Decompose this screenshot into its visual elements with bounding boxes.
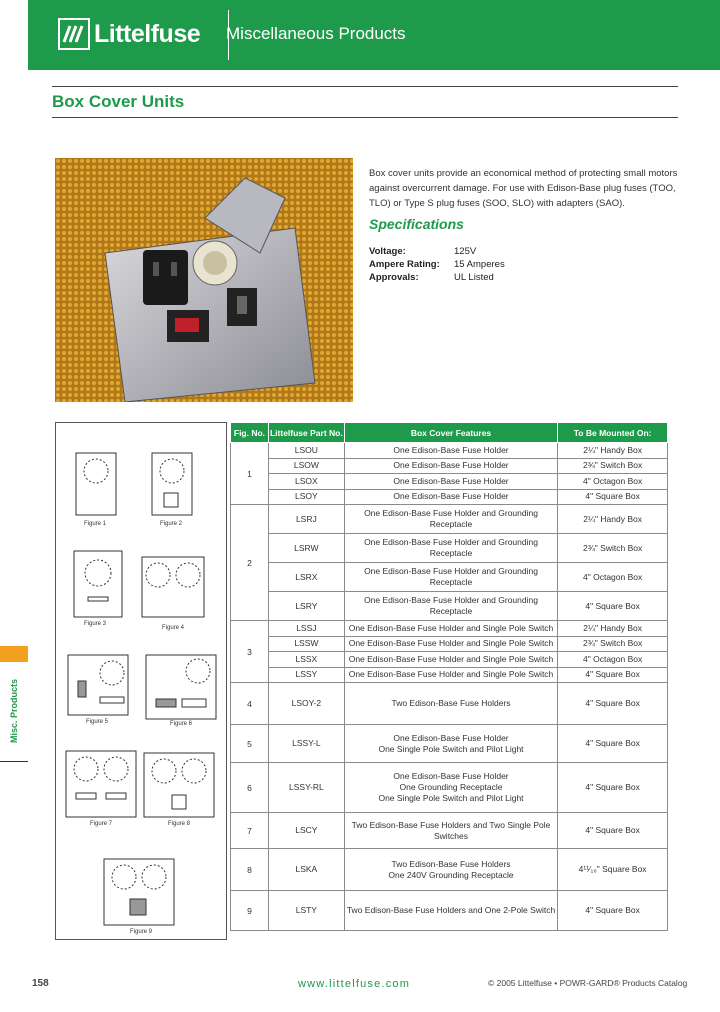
section-top-rule [52, 86, 678, 87]
table-row [231, 458, 668, 474]
cell-feature: One Edison-Base Fuse Holder and Grounding Receptacle [344, 505, 557, 534]
cell-mount: 2¾" Switch Box [558, 534, 668, 563]
cell-fig: 4 [231, 683, 269, 725]
cell-part: LSSY-RL [268, 763, 344, 813]
product-photo [55, 158, 353, 402]
cell-feature: One Edison-Base Fuse Holder [344, 474, 557, 490]
cell-fig: 8 [231, 849, 269, 891]
section-bottom-rule [52, 117, 678, 118]
figures-panel [55, 422, 227, 940]
table-row [231, 636, 668, 652]
table-row [231, 891, 668, 931]
cell-feature: One Edison-Base Fuse Holder and Single Pole Switch [344, 636, 557, 652]
side-tab [0, 646, 28, 762]
cell-fig: 5 [231, 725, 269, 763]
table-row [231, 652, 668, 668]
table-row [231, 592, 668, 621]
cell-mount: 4" Square Box [558, 683, 668, 725]
cell-feature: One Edison-Base Fuse Holder and Single Pole Switch [344, 667, 557, 683]
cell-mount: 4" Square Box [558, 667, 668, 683]
specs-list [369, 245, 505, 284]
spec-value: 15 Amperes [454, 259, 505, 270]
figure-label: Figure 2 [160, 521, 183, 527]
cell-mount: 2¼" Handy Box [558, 621, 668, 637]
cell-mount: 4" Square Box [558, 592, 668, 621]
table-row [231, 849, 668, 891]
cell-mount: 4" Octagon Box [558, 652, 668, 668]
table-row [231, 725, 668, 763]
cell-part: LSOY-2 [268, 683, 344, 725]
col-header-part: Littelfuse Part No. [268, 423, 344, 443]
cell-feature: One Edison-Base Fuse Holder and Grounding Receptacle [344, 534, 557, 563]
table-row [231, 667, 668, 683]
table-row [231, 683, 668, 725]
cell-fig: 6 [231, 763, 269, 813]
cell-mount: 2¼" Handy Box [558, 505, 668, 534]
cell-fig: 1 [231, 443, 269, 505]
spec-value: UL Listed [454, 272, 494, 283]
side-tab-label: Misc. Products [9, 679, 19, 744]
figure-label: Figure 3 [84, 621, 107, 627]
footer-copyright: © 2005 Littelfuse • POWR-GARD® Products Catalog [488, 978, 688, 988]
cell-feature: One Edison-Base Fuse Holder [344, 458, 557, 474]
specifications-heading: Specifications [369, 216, 464, 232]
table-row [231, 505, 668, 534]
table-header-row [231, 423, 668, 443]
cell-part: LSOX [268, 474, 344, 490]
cell-feature: One Edison-Base Fuse Holder and Single Pole Switch [344, 621, 557, 637]
cell-part: LSSW [268, 636, 344, 652]
cell-mount: 2¼" Handy Box [558, 443, 668, 459]
cell-feature: Two Edison-Base Fuse Holders One 240V Grounding Receptacle [344, 849, 557, 891]
cell-feature: One Edison-Base Fuse Holder One Single Pole Switch and Pilot Light [344, 725, 557, 763]
cell-feature: One Edison-Base Fuse Holder [344, 443, 557, 459]
table-row [231, 621, 668, 637]
cell-feature: One Edison-Base Fuse Holder and Single Pole Switch [344, 652, 557, 668]
cell-part: LSSJ [268, 621, 344, 637]
table-row [231, 474, 668, 490]
cell-mount: 4" Square Box [558, 725, 668, 763]
cell-part: LSOW [268, 458, 344, 474]
figure-label: Figure 1 [84, 521, 107, 527]
table-row [231, 563, 668, 592]
cell-feature: Two Edison-Base Fuse Holders and One 2-Pole Switch [344, 891, 557, 931]
col-header-mount: To Be Mounted On: [558, 423, 668, 443]
cell-mount: 2¾" Switch Box [558, 636, 668, 652]
cell-fig: 3 [231, 621, 269, 683]
figure-label: Figure 6 [170, 721, 193, 727]
cell-feature: One Edison-Base Fuse Holder and Grounding Receptacle [344, 563, 557, 592]
spec-row-approvals [369, 271, 505, 284]
cell-fig: 9 [231, 891, 269, 931]
table-row [231, 443, 668, 459]
cell-feature: Two Edison-Base Fuse Holders and Two Single Pole Switches [344, 813, 557, 849]
col-header-features: Box Cover Features [344, 423, 557, 443]
cell-part: LSTY [268, 891, 344, 931]
cell-part: LSRY [268, 592, 344, 621]
section-title: Box Cover Units [52, 92, 185, 111]
figure-label: Figure 7 [90, 821, 113, 827]
cell-mount: 4" Square Box [558, 813, 668, 849]
header-title: Miscellaneous Products [226, 24, 406, 43]
page-number: 158 [32, 978, 49, 989]
table-body [231, 443, 668, 931]
spec-label: Approvals: [369, 272, 419, 283]
cell-mount: 4" Octagon Box [558, 563, 668, 592]
cell-feature: One Edison-Base Fuse Holder One Grounding Receptacle One Single Pole Switch and Pilot Light [344, 763, 557, 813]
page-header [28, 0, 720, 70]
figure-label: Figure 9 [130, 929, 153, 935]
cell-part: LSOY [268, 489, 344, 505]
cell-mount: 4" Octagon Box [558, 474, 668, 490]
cell-mount: 4¹¹⁄₁₆" Square Box [558, 849, 668, 891]
cell-part: LSSY-L [268, 725, 344, 763]
cell-part: LSSX [268, 652, 344, 668]
spec-value: 125V [454, 246, 477, 257]
spec-row-voltage [369, 245, 505, 258]
cell-part: LSRX [268, 563, 344, 592]
side-tab-marker [0, 646, 28, 662]
side-tab-rule [0, 761, 28, 762]
cell-mount: 2¾" Switch Box [558, 458, 668, 474]
footer-url[interactable]: www.littelfuse.com [298, 978, 411, 990]
spec-row-ampere [369, 258, 505, 271]
col-header-fig: Fig. No. [231, 423, 269, 443]
littelfuse-logo-icon [58, 18, 90, 50]
logo-text: Littelfuse [94, 19, 201, 48]
cell-part: LSOU [268, 443, 344, 459]
figure-label: Figure 8 [168, 821, 191, 827]
parts-table [230, 422, 668, 931]
cell-mount: 4" Square Box [558, 763, 668, 813]
figure-label: Figure 5 [86, 719, 109, 725]
cell-feature: One Edison-Base Fuse Holder [344, 489, 557, 505]
cell-part: LSCY [268, 813, 344, 849]
intro-paragraph: Box cover units provide an economical method of protecting small motors against overcurrent damage. For use with Edison-Base plug fuses (TOO, TLO) or Type S plug fuses (SOO, SLO) with adapters (SAO). [369, 168, 678, 209]
cell-fig: 2 [231, 505, 269, 621]
cell-part: LSRJ [268, 505, 344, 534]
cell-feature: One Edison-Base Fuse Holder and Grounding Receptacle [344, 592, 557, 621]
cell-mount: 4" Square Box [558, 489, 668, 505]
cell-fig: 7 [231, 813, 269, 849]
spec-label: Ampere Rating: [369, 259, 440, 270]
cell-mount: 4" Square Box [558, 891, 668, 931]
spec-label: Voltage: [369, 246, 406, 257]
cell-part: LSSY [268, 667, 344, 683]
cell-part: LSKA [268, 849, 344, 891]
table-row [231, 534, 668, 563]
table-row [231, 813, 668, 849]
littelfuse-logo [58, 14, 200, 54]
table-row [231, 763, 668, 813]
cell-feature: Two Edison-Base Fuse Holders [344, 683, 557, 725]
table-row [231, 489, 668, 505]
figure-label: Figure 4 [162, 625, 185, 631]
cell-part: LSRW [268, 534, 344, 563]
